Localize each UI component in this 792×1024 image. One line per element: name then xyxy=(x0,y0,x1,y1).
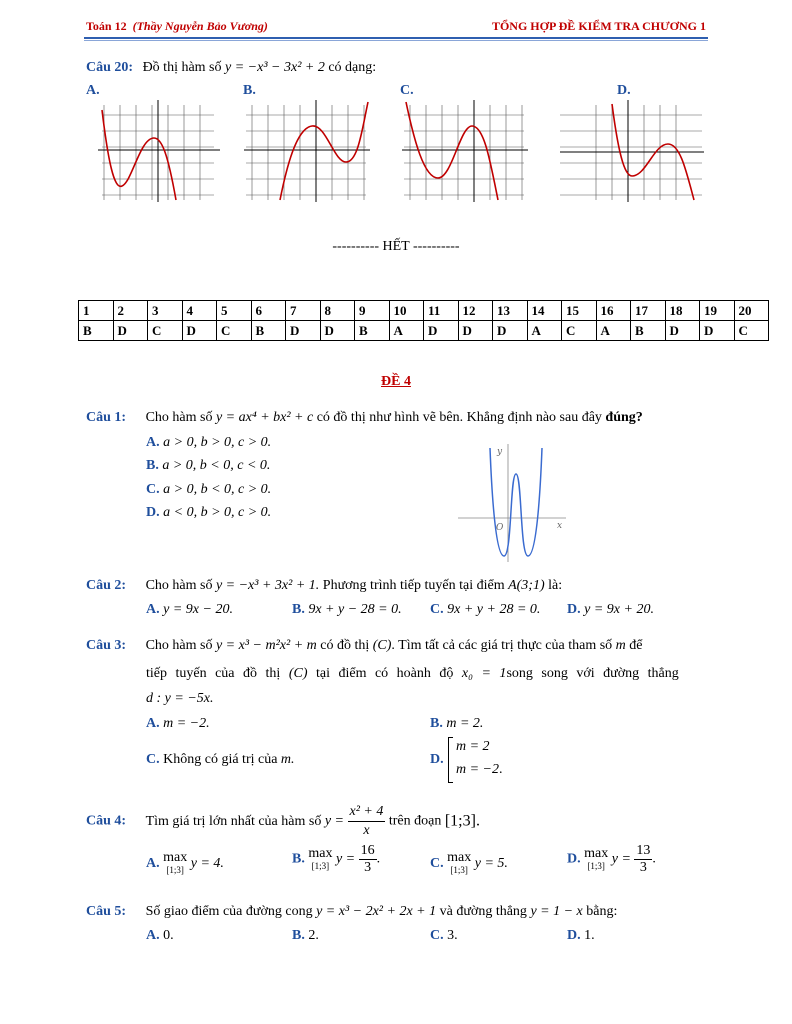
table-cell: 13 xyxy=(493,301,528,321)
q4-label: Câu 4: xyxy=(86,813,127,829)
q3-graph-name: (C) xyxy=(372,638,392,653)
q3-text: có đồ thị xyxy=(320,638,370,653)
table-cell: 18 xyxy=(665,301,700,321)
option-key: D. xyxy=(146,505,160,520)
option-value: m = −2. xyxy=(163,716,210,731)
option-value: m = 2. xyxy=(446,716,484,731)
option-key: C. xyxy=(430,856,444,871)
table-cell: D xyxy=(458,321,493,341)
table-cell: C xyxy=(734,321,769,341)
q1-stem xyxy=(86,410,643,426)
q1-formula: y = ax⁴ + bx² + c xyxy=(215,410,314,425)
q2-text-c: là: xyxy=(548,578,563,593)
option-key: C. xyxy=(430,602,444,617)
answer-table-answers-row xyxy=(79,321,769,341)
answer-table-numbers-row xyxy=(79,301,769,321)
max-word: max xyxy=(308,845,333,861)
option-key: C. xyxy=(146,482,160,497)
q5-formula: y = x³ − 2x² + 2x + 1 xyxy=(316,904,437,919)
fraction-numerator: 13 xyxy=(636,843,651,858)
q5-text-c: bằng: xyxy=(586,904,618,919)
option-key: B. xyxy=(292,928,305,943)
max-word: max xyxy=(447,850,472,865)
q5-label: Câu 5: xyxy=(86,904,127,919)
table-cell: A xyxy=(527,321,562,341)
table-cell: 20 xyxy=(734,301,769,321)
q4-option-a xyxy=(146,852,224,876)
end-mark: ---------- HẾT ---------- xyxy=(332,239,460,254)
q1-graph-origin: O xyxy=(496,523,504,533)
option-dot: . xyxy=(499,762,503,777)
table-cell: 8 xyxy=(320,301,355,321)
q3-option-d-line1: m = 2 xyxy=(456,739,490,754)
q4-text-b: trên đoạn xyxy=(388,813,442,829)
max-operator xyxy=(584,845,609,872)
header-rule-thin xyxy=(84,40,708,41)
q1-option-a xyxy=(146,435,271,451)
q5-option-c xyxy=(430,928,458,944)
table-cell: D xyxy=(493,321,528,341)
option-key: B. xyxy=(430,716,443,731)
q5-text-a: Số giao điểm của đường cong xyxy=(145,904,313,919)
option-key: C. xyxy=(430,928,444,943)
q4-option-c xyxy=(430,852,508,876)
q4-y: y = xyxy=(324,813,344,829)
q20-graph-d-label: D. xyxy=(617,83,631,98)
q2-formula: y = −x³ + 3x² + 1. xyxy=(215,578,320,593)
option-key: C. xyxy=(146,752,160,767)
option-dot: . xyxy=(376,851,381,867)
table-cell: D xyxy=(665,321,700,341)
max-sub: [1;3] xyxy=(311,860,330,871)
option-value: 0. xyxy=(163,928,174,943)
q4-text-a: Tìm giá trị lớn nhất của hàm số xyxy=(145,813,322,829)
option-value: m = −2 xyxy=(456,762,500,777)
option-value: 3. xyxy=(447,928,458,943)
q4-fraction xyxy=(348,803,386,840)
table-cell: 11 xyxy=(424,301,459,321)
option-key: B. xyxy=(292,851,305,867)
option-value: y = 5. xyxy=(474,856,508,871)
q3-option-b xyxy=(430,716,483,732)
option-value: 9x + y + 28 = 0. xyxy=(447,602,541,617)
q3-text: song song với đường thẳng xyxy=(506,666,679,681)
option-value: 2. xyxy=(308,928,319,943)
option-key: D. xyxy=(430,752,444,767)
q2-option-c xyxy=(430,602,540,618)
option-value: a > 0, b < 0, c < 0. xyxy=(162,458,271,473)
q1-text-b: có đồ thị như hình vẽ bên. Khẳng định nào sau đây xyxy=(316,410,602,425)
header-rule xyxy=(84,37,708,39)
q20-graph-a-label: A. xyxy=(86,83,100,98)
table-cell: A xyxy=(389,321,424,341)
q4-stem xyxy=(86,803,480,840)
option-key: A. xyxy=(146,602,160,617)
q4-option-d xyxy=(567,843,656,876)
table-cell: D xyxy=(113,321,148,341)
q3-option-d-line2 xyxy=(456,762,503,778)
fraction-numerator: 16 xyxy=(360,843,375,858)
q3-param: m xyxy=(615,638,626,653)
table-cell: D xyxy=(320,321,355,341)
option-key: D. xyxy=(567,928,581,943)
table-cell: 1 xyxy=(79,301,114,321)
max-sub: [1;3] xyxy=(587,860,605,871)
q1-graph-x-label: x xyxy=(557,521,563,531)
option-key: A. xyxy=(146,716,160,731)
q4-interval: [1;3]. xyxy=(444,812,480,830)
option-value: y = 9x − 20. xyxy=(163,602,233,617)
q2-stem xyxy=(86,578,562,594)
exam-title: ĐỀ 4 xyxy=(381,374,411,389)
q3-x0: x₀ = 1 xyxy=(461,666,507,681)
table-cell: 16 xyxy=(596,301,631,321)
q5-option-d xyxy=(567,928,595,944)
option-key: A. xyxy=(146,928,160,943)
option-value: a < 0, b > 0, c > 0. xyxy=(163,505,272,520)
max-word: max xyxy=(163,850,188,865)
q2-text-a: Cho hàm số xyxy=(145,578,213,593)
q1-text-bold: đúng? xyxy=(605,410,643,425)
q5-option-a xyxy=(146,928,174,944)
option-value: 1. xyxy=(584,928,595,943)
table-cell: B xyxy=(251,321,286,341)
table-cell: 7 xyxy=(286,301,321,321)
table-cell: 15 xyxy=(562,301,597,321)
table-cell: B xyxy=(631,321,666,341)
q4-numerator: x² + 4 xyxy=(348,803,386,822)
option-param: m. xyxy=(280,752,295,767)
answer-table xyxy=(78,300,769,341)
q4-option-b xyxy=(292,843,380,876)
max-operator xyxy=(163,852,187,876)
q2-option-b xyxy=(292,602,402,618)
max-operator xyxy=(447,852,471,876)
header-course: Toán 12 xyxy=(86,19,127,33)
max-sub: [1;3] xyxy=(450,865,468,875)
table-cell: 19 xyxy=(700,301,735,321)
q5-text-b: và đường thẳng xyxy=(439,904,527,919)
fraction-denominator: 3 xyxy=(364,860,372,875)
q3-graph-name: (C) xyxy=(288,666,308,681)
q1-label: Câu 1: xyxy=(86,410,127,425)
q1-graph xyxy=(456,440,571,564)
max-word: max xyxy=(584,845,609,861)
table-cell: 3 xyxy=(148,301,183,321)
max-operator xyxy=(308,845,333,872)
q3-stem-line1 xyxy=(86,638,708,654)
table-cell: 2 xyxy=(113,301,148,321)
table-cell: 5 xyxy=(217,301,252,321)
q3-text: . Tìm tất cả các giá trị thực của tham số xyxy=(391,638,613,653)
table-cell: 4 xyxy=(182,301,217,321)
table-cell: D xyxy=(424,321,459,341)
q20-graph-b-label: B. xyxy=(243,83,256,98)
q20-graph-c-label: C. xyxy=(400,83,414,98)
header-right: TỔNG HỢP ĐỀ KIỂM TRA CHƯƠNG 1 xyxy=(491,19,706,33)
table-cell: 10 xyxy=(389,301,424,321)
q3-formula: y = x³ − m²x² + m xyxy=(215,638,317,653)
option-key: A. xyxy=(146,856,160,871)
q20-graph-a xyxy=(94,100,224,202)
option-key: A. xyxy=(146,435,160,450)
q3-text: để xyxy=(629,638,643,653)
table-cell: 6 xyxy=(251,301,286,321)
option-value: y = 9x + 20. xyxy=(584,602,654,617)
q3-bracket xyxy=(448,737,453,783)
q5-option-b xyxy=(292,928,319,944)
table-cell: 12 xyxy=(458,301,493,321)
table-cell: D xyxy=(182,321,217,341)
table-cell: C xyxy=(148,321,183,341)
table-cell: C xyxy=(562,321,597,341)
table-cell: D xyxy=(286,321,321,341)
table-cell: D xyxy=(700,321,735,341)
q3-text: tiếp tuyến của đồ thị xyxy=(146,666,281,681)
q20-label: Câu 20: xyxy=(86,60,134,75)
option-key: D. xyxy=(567,851,581,867)
q1-option-b xyxy=(146,458,270,474)
table-cell: A xyxy=(596,321,631,341)
q20-graph-b xyxy=(242,100,372,202)
q3-option-c xyxy=(146,752,295,768)
q3-stem-line2 xyxy=(146,666,708,682)
q3-text: tại điểm có hoành độ xyxy=(315,666,454,681)
q1-text-a: Cho hàm số xyxy=(145,410,213,425)
option-fraction xyxy=(634,843,652,876)
q20-stem xyxy=(86,60,376,76)
option-value: y = xyxy=(335,851,356,867)
option-key: D. xyxy=(567,602,581,617)
table-cell: 9 xyxy=(355,301,390,321)
q2-text-b: Phương trình tiếp tuyến tại điểm xyxy=(322,578,505,593)
q3-text: Cho hàm số xyxy=(145,638,213,653)
option-value: a > 0, b > 0, c > 0. xyxy=(163,435,272,450)
option-key: B. xyxy=(146,458,159,473)
q2-point: A(3;1) xyxy=(508,578,545,593)
q3-option-d-key xyxy=(430,752,444,768)
q3-option-a xyxy=(146,716,210,732)
table-cell: 17 xyxy=(631,301,666,321)
option-fraction xyxy=(359,843,377,876)
header-author: (Thầy Nguyễn Bảo Vương) xyxy=(132,19,268,33)
option-value: Không có giá trị của xyxy=(163,752,278,767)
table-cell: B xyxy=(355,321,390,341)
option-value: y = xyxy=(611,851,631,867)
q20-graph-c xyxy=(400,100,530,202)
q2-option-d xyxy=(567,602,654,618)
option-key: B. xyxy=(292,602,305,617)
q2-option-a xyxy=(146,602,233,618)
q2-label: Câu 2: xyxy=(86,578,127,593)
header-left xyxy=(86,19,268,34)
fraction-denominator: 3 xyxy=(639,860,647,875)
table-cell: B xyxy=(79,321,114,341)
q3-line-d: d : y = −5x. xyxy=(146,691,214,706)
option-value: a > 0, b < 0, c > 0. xyxy=(163,482,272,497)
q20-formula: y = −x³ − 3x² + 2 xyxy=(225,60,325,75)
q20-graph-d xyxy=(556,100,706,202)
q4-denominator: x xyxy=(363,823,370,838)
q1-option-c xyxy=(146,482,271,498)
table-cell: 14 xyxy=(527,301,562,321)
q5-stem xyxy=(86,904,617,920)
q1-option-d xyxy=(146,505,271,521)
q5-formula2: y = 1 − x xyxy=(530,904,583,919)
option-value: y = 4. xyxy=(190,856,224,871)
q20-text: Đồ thị hàm số xyxy=(142,60,222,75)
option-value: 9x + y − 28 = 0. xyxy=(308,602,402,617)
q20-suffix: có dạng: xyxy=(328,60,377,75)
q1-graph-y-label: y xyxy=(497,447,503,457)
q3-label: Câu 3: xyxy=(86,638,127,653)
option-dot: . xyxy=(652,851,656,867)
table-cell: C xyxy=(217,321,252,341)
max-sub: [1;3] xyxy=(166,865,184,875)
